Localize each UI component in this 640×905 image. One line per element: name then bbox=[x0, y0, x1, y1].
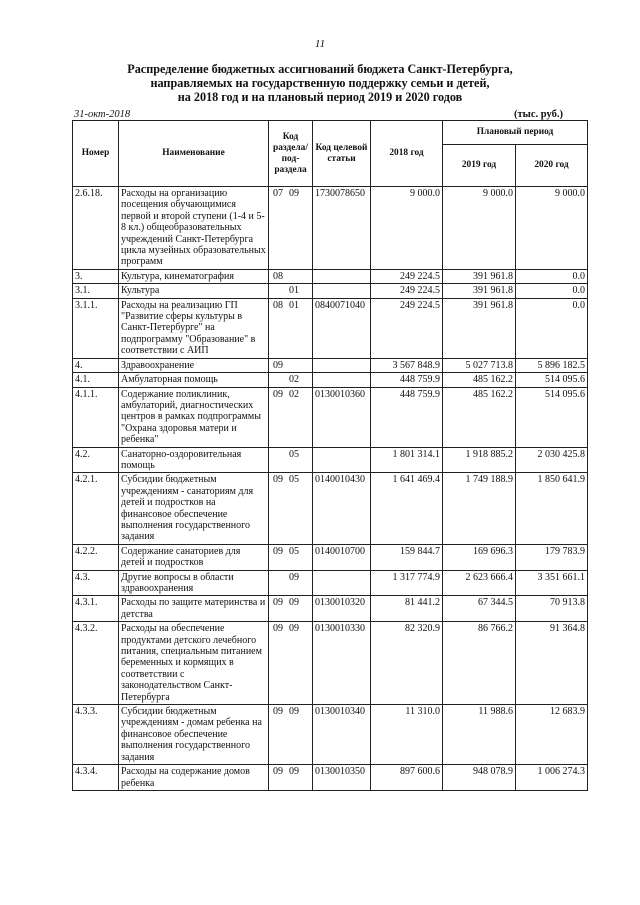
cell-2020: 9 000.0 bbox=[516, 187, 588, 270]
header-target-code: Код целевой статьи bbox=[313, 121, 371, 187]
table-row bbox=[73, 447, 588, 473]
cell-2018: 81 441.2 bbox=[371, 596, 443, 622]
cell-2019: 2 623 666.4 bbox=[443, 570, 516, 596]
cell-2018: 82 320.9 bbox=[371, 622, 443, 705]
subsection-code: 09 bbox=[289, 766, 299, 778]
table-row bbox=[73, 473, 588, 544]
section-code: 09 bbox=[273, 597, 283, 609]
subsection-code: 02 bbox=[289, 374, 299, 386]
section-code: 07 bbox=[273, 188, 283, 199]
table-row bbox=[73, 596, 588, 622]
table-row bbox=[73, 298, 588, 358]
cell-name: Культура, кинематография bbox=[119, 269, 269, 283]
cell-number: 4.2.2. bbox=[73, 544, 119, 570]
cell-name: Субсидии бюджетным учреждениям - санаториям для детей и подростков на финансовое обеспечение выполнения государственного задания bbox=[119, 473, 269, 544]
cell-target-code: 0140010700 bbox=[313, 544, 371, 570]
cell-2019: 948 078.9 bbox=[443, 765, 516, 791]
cell-section-code bbox=[269, 284, 313, 298]
cell-number: 4.2. bbox=[73, 447, 119, 473]
cell-name: Содержание поликлиник, амбулаторий, диагностических центров в рамках подпрограммы "Охрана здоровья матери и ребенка" bbox=[119, 387, 269, 447]
cell-number: 3. bbox=[73, 269, 119, 283]
cell-target-code bbox=[313, 269, 371, 283]
cell-2018: 448 759.9 bbox=[371, 387, 443, 447]
cell-target-code: 0140010430 bbox=[313, 473, 371, 544]
cell-section-code bbox=[269, 298, 313, 358]
table-body bbox=[73, 187, 588, 791]
cell-name: Расходы на реализацию ГП "Развитие сферы культуры в Санкт-Петербурге" на подпрограмму "Образование" в соответствии с АИП bbox=[119, 298, 269, 358]
cell-target-code bbox=[313, 284, 371, 298]
cell-name: Санаторно-оздоровительная помощь bbox=[119, 447, 269, 473]
cell-target-code: 1730078650 bbox=[313, 187, 371, 270]
cell-2019: 1 749 188.9 bbox=[443, 473, 516, 544]
subsection-code: 01 bbox=[289, 285, 299, 297]
table-row bbox=[73, 570, 588, 596]
cell-name: Расходы по защите материнства и детства bbox=[119, 596, 269, 622]
cell-2019: 11 988.6 bbox=[443, 705, 516, 765]
cell-number: 3.1.1. bbox=[73, 298, 119, 358]
cell-number: 4.1.1. bbox=[73, 387, 119, 447]
cell-2019: 67 344.5 bbox=[443, 596, 516, 622]
cell-name: Расходы на обеспечение продуктами детского лечебного питания, специальным питанием беременных и кормящих в соответствии с законодательством Санкт-Петербурга bbox=[119, 622, 269, 705]
cell-name: Амбулаторная помощь bbox=[119, 373, 269, 387]
budget-table bbox=[72, 120, 588, 791]
header-2018: 2018 год bbox=[371, 121, 443, 187]
cell-2018: 1 801 314.1 bbox=[371, 447, 443, 473]
cell-section-code bbox=[269, 187, 313, 270]
page-number: 11 bbox=[314, 38, 326, 50]
cell-target-code: 0840071040 bbox=[313, 298, 371, 358]
cell-name: Здравоохранение bbox=[119, 358, 269, 372]
cell-name: Расходы на организацию посещения обучающимися первой и второй ступени (1-4 и 5-8 кл.) общеобразовательных учреждений Санкт-Петербурга цикла музейных образовательных программ bbox=[119, 187, 269, 270]
cell-2020: 179 783.9 bbox=[516, 544, 588, 570]
cell-section-code bbox=[269, 473, 313, 544]
cell-section-code bbox=[269, 705, 313, 765]
cell-2020: 5 896 182.5 bbox=[516, 358, 588, 372]
cell-section-code bbox=[269, 387, 313, 447]
cell-2018: 9 000.0 bbox=[371, 187, 443, 270]
cell-number: 4. bbox=[73, 358, 119, 372]
cell-2020: 0.0 bbox=[516, 284, 588, 298]
cell-2019: 485 162.2 bbox=[443, 373, 516, 387]
cell-target-code: 0130010360 bbox=[313, 387, 371, 447]
cell-target-code: 0130010340 bbox=[313, 705, 371, 765]
units-label: (тыс. руб.) bbox=[514, 109, 563, 120]
document-date: 31-окт-2018 bbox=[74, 109, 131, 120]
cell-2019: 9 000.0 bbox=[443, 187, 516, 270]
header-number: Номер bbox=[73, 121, 119, 187]
cell-number: 4.3.2. bbox=[73, 622, 119, 705]
subsection-code: 09 bbox=[289, 706, 299, 718]
cell-target-code: 0130010330 bbox=[313, 622, 371, 705]
section-code: 09 bbox=[273, 388, 283, 400]
cell-2019: 169 696.3 bbox=[443, 544, 516, 570]
cell-section-code bbox=[269, 269, 313, 283]
cell-number: 4.3.1. bbox=[73, 596, 119, 622]
table-row bbox=[73, 705, 588, 765]
cell-number: 2.6.18. bbox=[73, 187, 119, 270]
cell-section-code bbox=[269, 447, 313, 473]
header-2019: 2019 год bbox=[443, 145, 516, 187]
table-row bbox=[73, 622, 588, 705]
cell-2019: 5 027 713.8 bbox=[443, 358, 516, 372]
cell-section-code bbox=[269, 544, 313, 570]
subsection-code: 05 bbox=[289, 545, 299, 557]
section-code: 09 bbox=[273, 545, 283, 557]
cell-2020: 514 095.6 bbox=[516, 373, 588, 387]
subsection-code: 09 bbox=[289, 188, 299, 199]
cell-2020: 91 364.8 bbox=[516, 622, 588, 705]
cell-2018: 11 310.0 bbox=[371, 705, 443, 765]
cell-2019: 1 918 885.2 bbox=[443, 447, 516, 473]
cell-2019: 391 961.8 bbox=[443, 284, 516, 298]
cell-2020: 2 030 425.8 bbox=[516, 447, 588, 473]
cell-2020: 0.0 bbox=[516, 298, 588, 358]
cell-section-code bbox=[269, 622, 313, 705]
cell-2020: 1 850 641.9 bbox=[516, 473, 588, 544]
cell-name: Расходы на содержание домов ребенка bbox=[119, 765, 269, 791]
cell-target-code bbox=[313, 570, 371, 596]
table-row bbox=[73, 358, 588, 372]
cell-section-code bbox=[269, 765, 313, 791]
section-code: 09 bbox=[273, 623, 283, 635]
section-code: 09 bbox=[273, 474, 283, 486]
subsection-code: 01 bbox=[289, 299, 299, 311]
cell-2019: 86 766.2 bbox=[443, 622, 516, 705]
subsection-code: 09 bbox=[289, 571, 299, 583]
cell-number: 4.1. bbox=[73, 373, 119, 387]
cell-2018: 3 567 848.9 bbox=[371, 358, 443, 372]
cell-2018: 897 600.6 bbox=[371, 765, 443, 791]
cell-number: 4.3. bbox=[73, 570, 119, 596]
cell-2020: 12 683.9 bbox=[516, 705, 588, 765]
section-code: 08 bbox=[273, 299, 283, 311]
cell-2020: 514 095.6 bbox=[516, 387, 588, 447]
cell-2018: 159 844.7 bbox=[371, 544, 443, 570]
cell-number: 3.1. bbox=[73, 284, 119, 298]
cell-2020: 3 351 661.1 bbox=[516, 570, 588, 596]
subsection-code: 09 bbox=[289, 597, 299, 609]
header-name: Наименование bbox=[119, 121, 269, 187]
cell-target-code bbox=[313, 373, 371, 387]
subsection-code: 05 bbox=[289, 448, 299, 460]
cell-name: Субсидии бюджетным учреждениям - домам ребенка на финансовое обеспечение выполнения государственного задания bbox=[119, 705, 269, 765]
cell-name: Содержание санаториев для детей и подростков bbox=[119, 544, 269, 570]
cell-number: 4.2.1. bbox=[73, 473, 119, 544]
cell-2020: 0.0 bbox=[516, 269, 588, 283]
table-row bbox=[73, 284, 588, 298]
cell-target-code: 0130010320 bbox=[313, 596, 371, 622]
cell-section-code bbox=[269, 596, 313, 622]
cell-target-code bbox=[313, 447, 371, 473]
cell-2019: 391 961.8 bbox=[443, 298, 516, 358]
cell-2018: 1 317 774.9 bbox=[371, 570, 443, 596]
subsection-code: 02 bbox=[289, 388, 299, 400]
cell-2020: 1 006 274.3 bbox=[516, 765, 588, 791]
table-row bbox=[73, 387, 588, 447]
cell-target-code: 0130010350 bbox=[313, 765, 371, 791]
title-line: на 2018 год и на плановый период 2019 и 2020 годов bbox=[177, 90, 463, 104]
cell-name: Другие вопросы в области здравоохранения bbox=[119, 570, 269, 596]
section-code: 08 bbox=[273, 270, 283, 282]
cell-2018: 249 224.5 bbox=[371, 284, 443, 298]
header-planned-period: Плановый период bbox=[443, 121, 588, 145]
cell-target-code bbox=[313, 358, 371, 372]
title-line: Распределение бюджетных ассигнований бюджета Санкт-Петербурга, bbox=[127, 62, 513, 76]
cell-section-code bbox=[269, 570, 313, 596]
cell-number: 4.3.4. bbox=[73, 765, 119, 791]
title-line: направляемых на государственную поддержку семьи и детей, bbox=[150, 76, 490, 90]
subsection-code: 09 bbox=[289, 623, 299, 635]
header-2020: 2020 год bbox=[516, 145, 588, 187]
cell-2019: 485 162.2 bbox=[443, 387, 516, 447]
document-title bbox=[100, 62, 540, 104]
cell-section-code bbox=[269, 373, 313, 387]
cell-number: 4.3.3. bbox=[73, 705, 119, 765]
header-section-code: Код раздела/ под-раздела bbox=[269, 121, 313, 187]
cell-2018: 249 224.5 bbox=[371, 269, 443, 283]
cell-2018: 1 641 469.4 bbox=[371, 473, 443, 544]
cell-2019: 391 961.8 bbox=[443, 269, 516, 283]
section-code: 09 bbox=[273, 359, 283, 371]
table-row bbox=[73, 187, 588, 270]
section-code: 09 bbox=[273, 766, 283, 778]
table-row bbox=[73, 269, 588, 283]
table-row bbox=[73, 544, 588, 570]
table-row bbox=[73, 765, 588, 791]
cell-2018: 249 224.5 bbox=[371, 298, 443, 358]
table-row bbox=[73, 373, 588, 387]
cell-name: Культура bbox=[119, 284, 269, 298]
cell-2020: 70 913.8 bbox=[516, 596, 588, 622]
subsection-code: 05 bbox=[289, 474, 299, 486]
cell-section-code bbox=[269, 358, 313, 372]
section-code: 09 bbox=[273, 706, 283, 718]
cell-2018: 448 759.9 bbox=[371, 373, 443, 387]
